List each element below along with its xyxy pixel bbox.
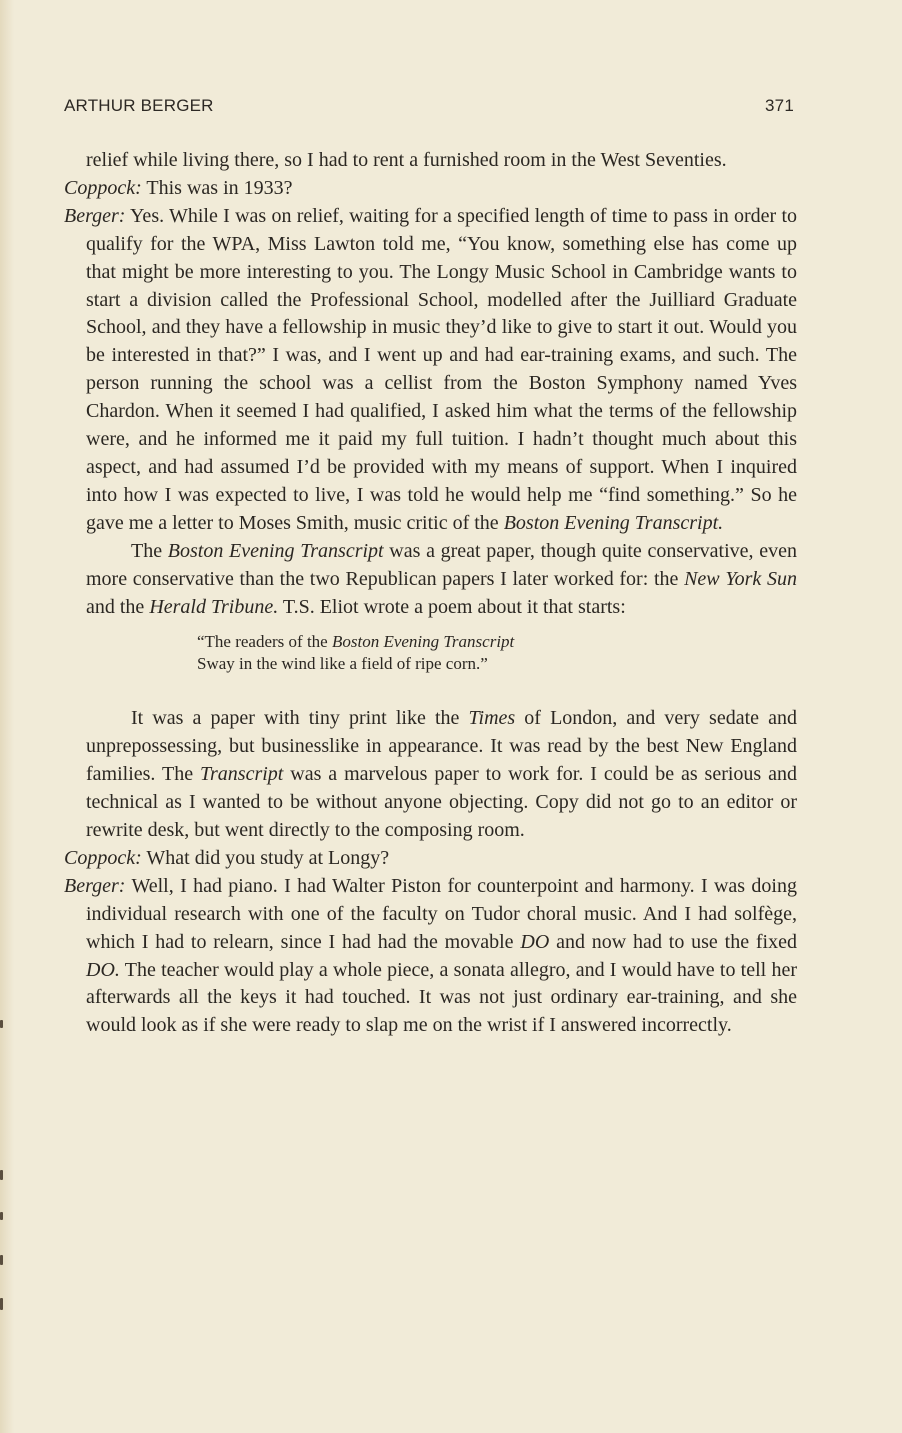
- answer-entry: Berger: Well, I had piano. I had Walter Piston for counterpoint and harmony. I was doing individual research with one of the faculty on Tudor choral music. And I had solfège, which I had to relearn, since I had had the movable DO and now had to use the fixed DO. The teacher would play a whole piece, a sonata allegro, and I would have to tell her afterwards all the keys it had touched. It was not just ordinary ear-training, and she would look as if she were ready to slap me on the wrist if I answered incorrectly.: [64, 874, 797, 1037]
- running-head: ARTHUR BERGER: [64, 96, 214, 115]
- question-entry: Coppock: This was in 1933?: [64, 176, 293, 199]
- speaker-label: Berger:: [64, 874, 126, 897]
- speaker-label: Berger:: [64, 204, 126, 227]
- publication-title: New York Sun: [684, 567, 797, 590]
- margin-mark: [0, 1170, 3, 1180]
- publication-title: Herald Tribune.: [149, 595, 279, 618]
- margin-mark: [0, 1020, 3, 1028]
- solfege-term: DO.: [86, 958, 120, 981]
- publication-title: Boston Evening Transcript.: [503, 511, 724, 534]
- publication-title: Times: [468, 707, 516, 730]
- solfege-term: DO: [520, 930, 550, 953]
- quote-line: Sway in the wind like a field of ripe corn.”: [197, 654, 488, 674]
- page-number: 371: [765, 96, 794, 115]
- publication-title: Transcript: [200, 763, 284, 786]
- page-header: [64, 96, 794, 120]
- page-body: [64, 147, 797, 1040]
- margin-mark: [0, 1298, 3, 1310]
- poem-quote: [64, 631, 797, 675]
- margin-mark: [0, 1255, 3, 1265]
- quote-line: “The readers of the Boston Evening Transcript: [197, 632, 515, 652]
- question-entry: Coppock: What did you study at Longy?: [64, 846, 390, 869]
- publication-title: Boston Evening Transcript: [167, 539, 384, 562]
- answer-entry: Berger: Yes. While I was on relief, waiting for a specified length of time to pass in order to qualify for the WPA, Miss Lawton told me, “You know, something else has come up that might be more interesting to you. The Longy Music School in Cambridge wants to start a division called the Professional School, modelled after the Juilliard Graduate School, and they have a fellowship in music they’d like to give to start it out. Would you be interested in that?” I was, and I went up and had ear-training exams, and such. The person running the school was a cellist from the Boston Symphony named Yves Chardon. When it seemed I had qualified, I asked him what the terms of the fellowship were, and he informed me it paid my full tuition. I hadn’t thought much about this aspect, and had assumed I’d be provided with my means of support. When I inquired into how I was expected to live, I was told he would help me “find something.” So he gave me a letter to Moses Smith, music critic of the Boston Evening Transcript.: [64, 204, 797, 534]
- paragraph-continued: relief while living there, so I had to rent a furnished room in the West Seventies.: [86, 149, 727, 171]
- paragraph: It was a paper with tiny print like the Times of London, and very sedate and unprepossessing, but businesslike in appearance. It was read by the best New England families. The Transcript was a marvelous paper to work for. I could be as serious and technical as I wanted to be without anyone objecting. Copy did not go to an editor or rewrite desk, but went directly to the composing room.: [86, 707, 798, 842]
- speaker-label: Coppock:: [64, 846, 142, 869]
- margin-mark: [0, 1212, 3, 1220]
- speaker-label: Coppock:: [64, 176, 142, 199]
- paragraph: The Boston Evening Transcript was a great paper, though quite conservative, even more conservative than the two Republican papers I later worked for: the New York Sun and the Herald Tribune. T.S. Eliot wrote a poem about it that starts:: [86, 539, 797, 618]
